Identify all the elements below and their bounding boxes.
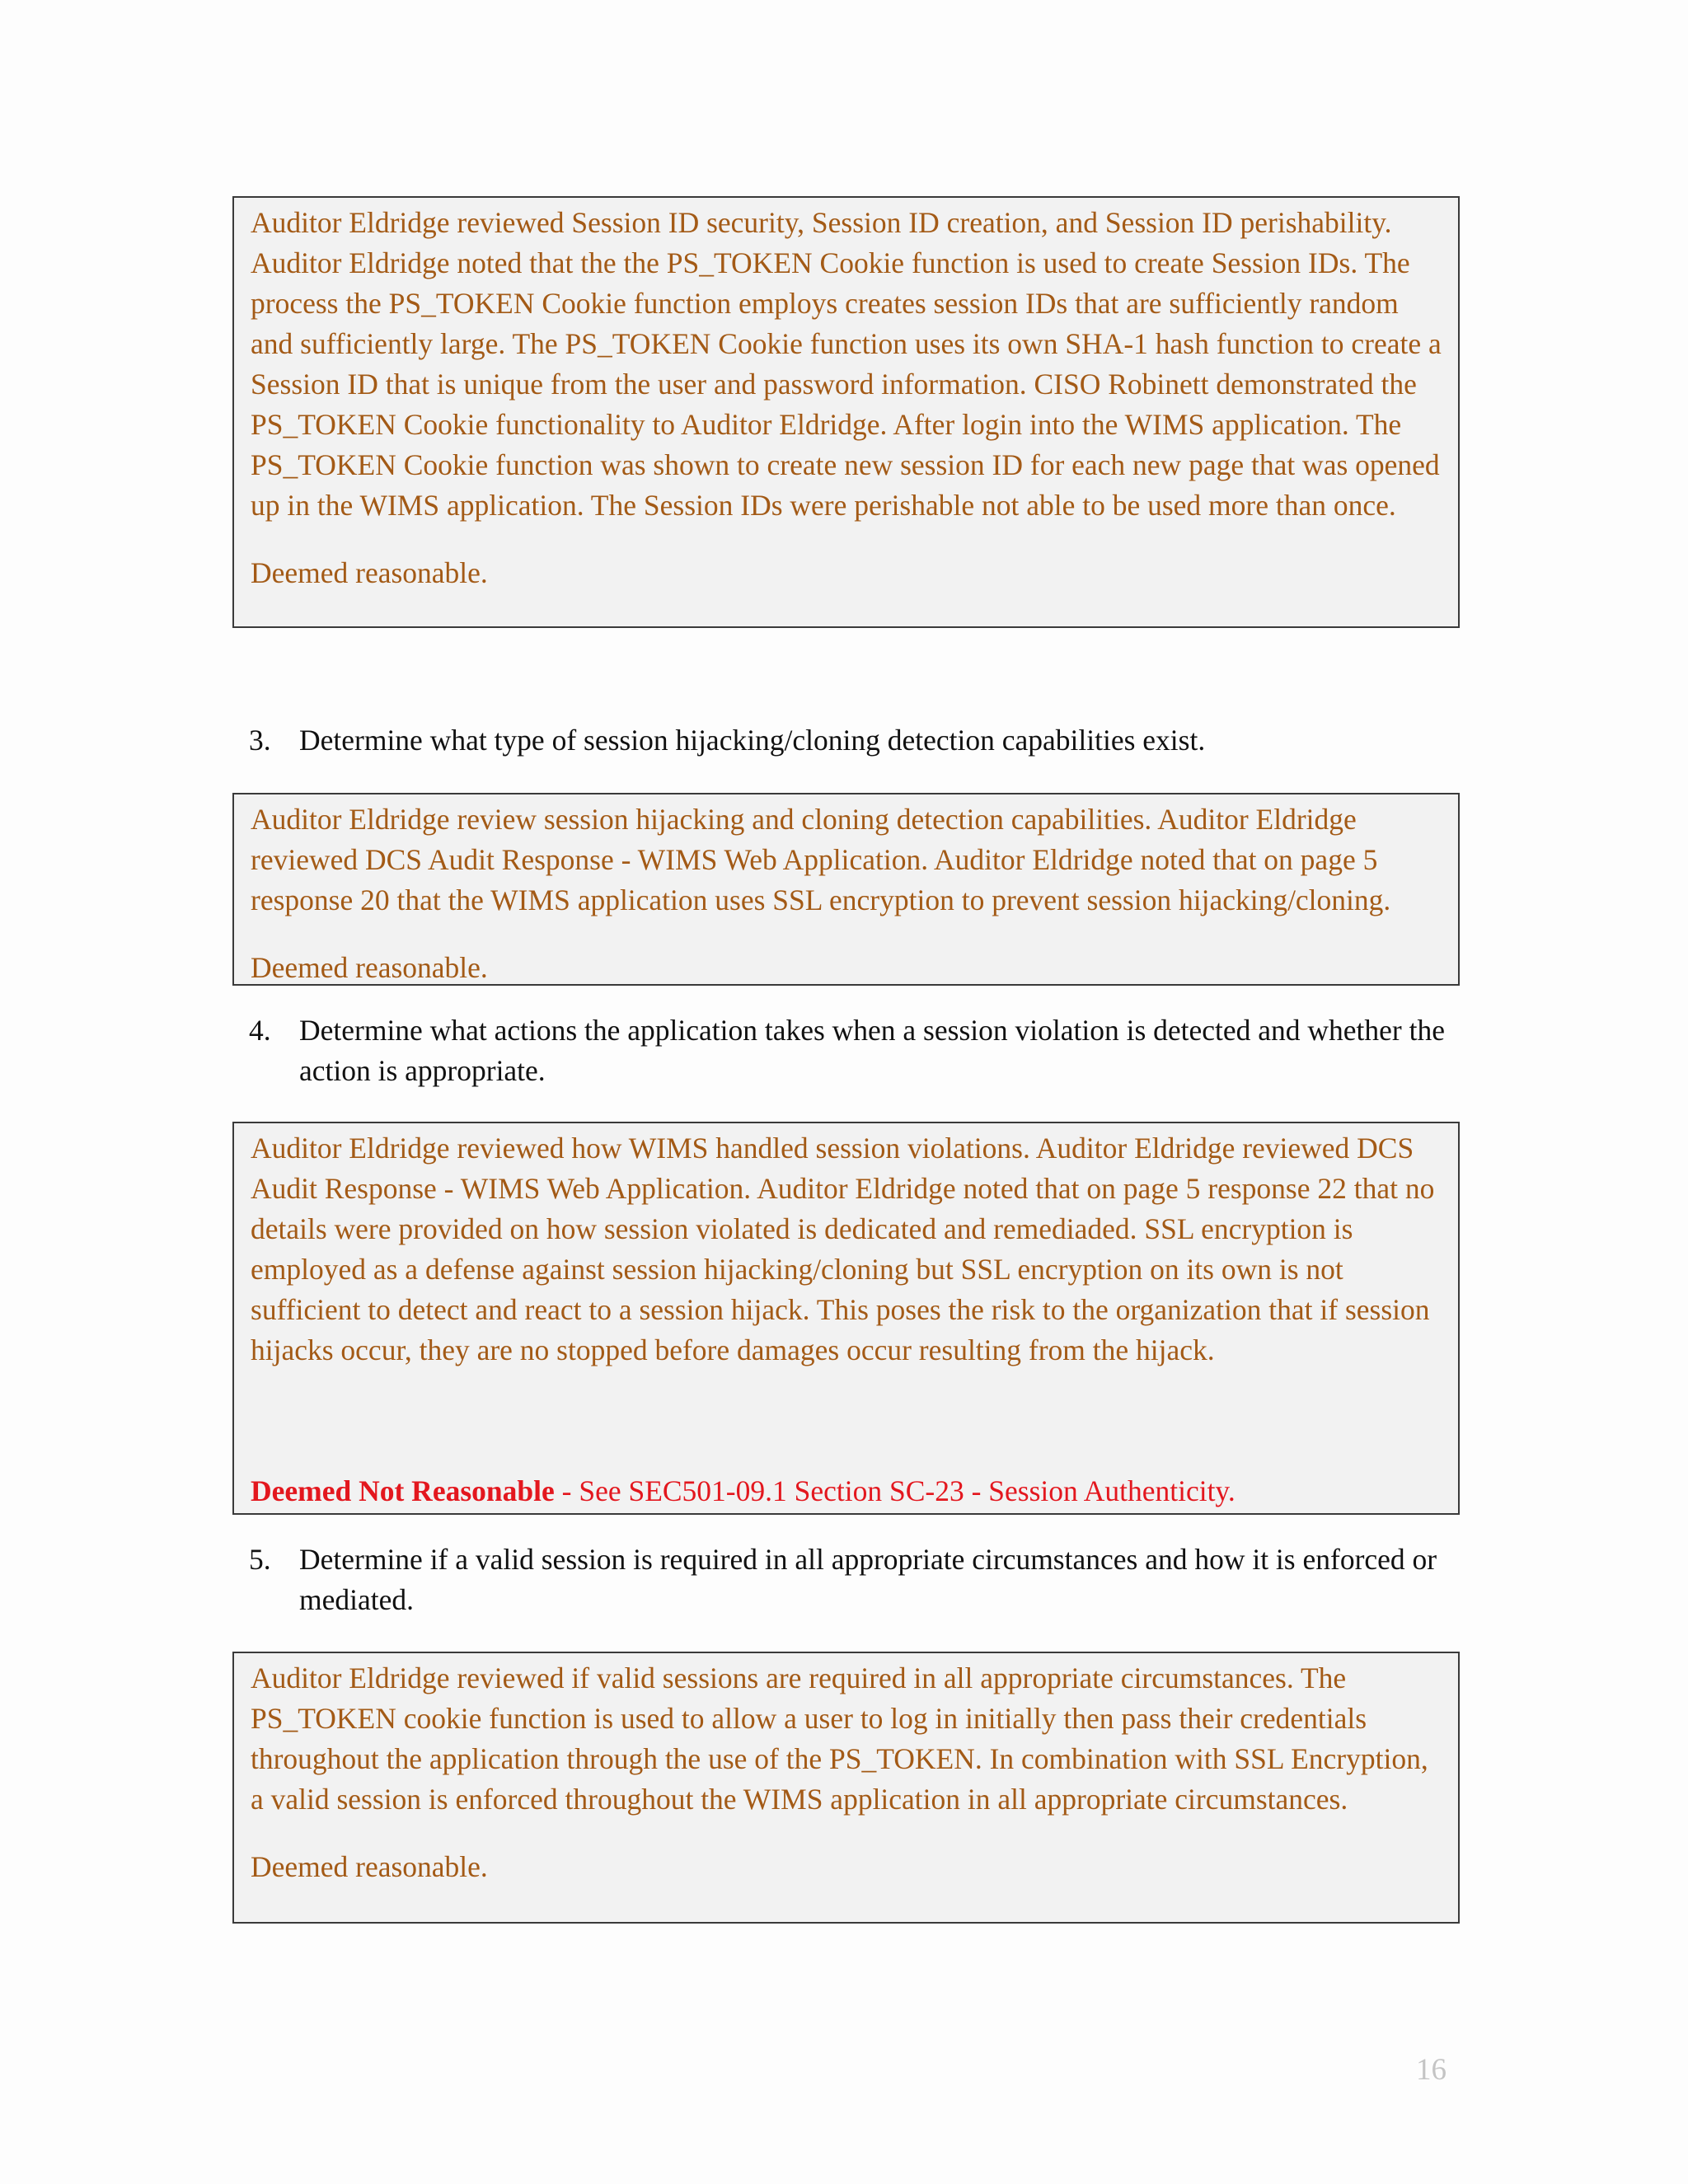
step-text: Determine if a valid session is required in all appropriate circumstances and how it is enforced or mediated. <box>299 1543 1437 1616</box>
page-number: 16 <box>1416 2053 1447 2087</box>
verdict-text: Deemed reasonable. <box>251 1850 488 1883</box>
verdict-text: Deemed reasonable. <box>251 951 488 984</box>
verdict-bold-text: Deemed Not Reasonable <box>251 1474 555 1507</box>
finding-text: Auditor Eldridge reviewed if valid sessions are required in all appropriate circumstances. The PS_TOKEN cookie function is used to allow a user to log in initially then pass their credentials throughout the application through the use of the PS_TOKEN. In combination with SSL Encryption, a valid session is enforced throughout the WIMS application in all appropriate circumstances. <box>251 1661 1428 1816</box>
verdict-text: Deemed reasonable. <box>251 556 488 589</box>
finding-text: Auditor Eldridge review session hijacking and cloning detection capabilities. Auditor Eldridge reviewed DCS Audit Response - WIMS Web Application. Auditor Eldridge noted that on page 5 response 20 that the WIMS application uses SSL encryption to prevent session hijacking/cloning. <box>251 803 1391 916</box>
audit-step-4 <box>249 1010 1452 1091</box>
audit-finding-box-session-id <box>232 196 1460 628</box>
audit-step-3 <box>249 720 1452 761</box>
finding-text: Auditor Eldridge reviewed how WIMS handled session violations. Auditor Eldridge reviewed DCS Audit Response - WIMS Web Application. Auditor Eldridge noted that on page 5 response 22 that no details were provided on how session violated is dedicated and remediaded. SSL encryption is employed as a defense against session hijacking/cloning but SSL encryption on its own is not sufficient to detect and react to a session hijack. This poses the risk to the organization that if session hijacks occur, they are no stopped before damages occur resulting from the hijack. <box>251 1132 1435 1366</box>
finding-text: Auditor Eldridge reviewed Session ID security, Session ID creation, and Session ID perishability. Auditor Eldridge noted that the the PS_TOKEN Cookie function is used to create Session IDs. The process the PS_TOKEN Cookie function employs creates session IDs that are sufficiently random and sufficiently large. The PS_TOKEN Cookie function uses its own SHA-1 hash function to create a Session ID that is unique from the user and password information. CISO Robinett demonstrated the PS_TOKEN Cookie functionality to Auditor Eldridge. After login into the WIMS application. The PS_TOKEN Cookie function was shown to create new session ID for each new page that was opened up in the WIMS application. The Session IDs were perishable not able to be used more than once. <box>251 206 1442 522</box>
audit-step-5 <box>249 1540 1452 1620</box>
step-number: 3. <box>249 724 271 757</box>
audit-finding-box-valid-session <box>232 1652 1460 1924</box>
audit-finding-box-hijacking <box>232 793 1460 986</box>
step-number: 4. <box>249 1014 271 1047</box>
step-number: 5. <box>249 1543 271 1576</box>
audit-finding-box-session-violation <box>232 1122 1460 1515</box>
step-text: Determine what actions the application takes when a session violation is detected and whether the action is appropriate. <box>299 1014 1445 1087</box>
verdict-not-reasonable <box>251 1471 1236 1511</box>
step-text: Determine what type of session hijacking/cloning detection capabilities exist. <box>299 724 1206 757</box>
verdict-reference-text: - See SEC501-09.1 Section SC-23 - Session Authenticity. <box>554 1474 1236 1507</box>
